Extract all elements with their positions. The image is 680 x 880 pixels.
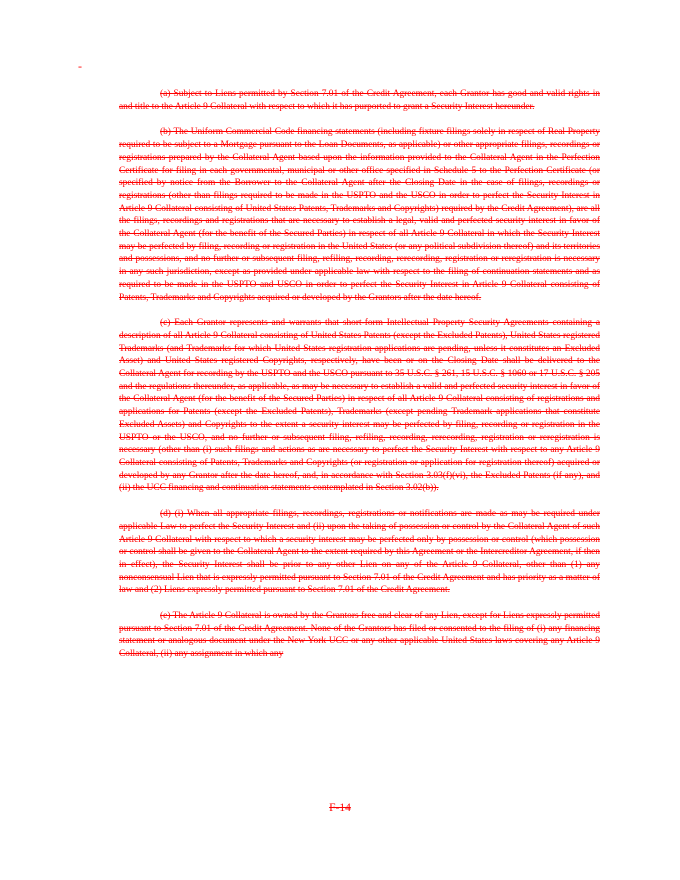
paragraph-d: (d) (i) When all appropriate filings, recordings, registrations or notifications are made as may be required under applicable Law to perfect the Security Interest and (ii) upon the taking of possession or control by the Collateral Agent of such Article 9 Collateral with respect to which a security interest may be perfected only by possession or control (which possession or control shall be given to the Collateral Agent to the extent required by this Agreement or the Intercreditor Agreement, if then in effect), the Security Interest shall be prior to any other Lien on any of the Article 9 Collateral, other than (1) any nonconsensual Lien that is expressly permitted pursuant to Section 7.01 of the Credit Agreement and has priority as a matter of law and (2) Liens expressly permitted pursuant to Section 7.01 of the Credit Agreement.: [119, 509, 600, 596]
paragraph-c: (c) Each Grantor represents and warrants that short-form Intellectual Property Security Agreements containing a description of all Article 9 Collateral consisting of United States Patents (except the Excluded Patents), United States registered Trademarks (and Trademarks for which United States registration applications are pending, unless it constitutes an Excluded Asset) and United States registered Copyrights, respectively, have been or on the Closing Date shall be delivered to the Collateral Agent for recording by the USPTO and the USCO pursuant to 35 U.S.C. § 261, 15 U.S.C. § 1060 or 17 U.S.C. § 205 and the regulations thereunder, as applicable, as may be necessary to establish a valid and perfected security interest in favor of the Collateral Agent (for the benefit of the Secured Parties) in respect of all Article 9 Collateral consisting of registrations and applications for Patents (except the Excluded Patents), Trademarks (except pending Trademark applications that constitute Excluded Assets) and Copyrights to the extent a security interest may be perfected by filing, recording or registration in the USPTO or the USCO, and no further or subsequent filing, refiling, recording, rerecording, registration or reregistration is necessary (other than (i) such filings and actions as are necessary to perfect the Security Interest with respect to any Article 9 Collateral consisting of Patents, Trademarks and Copyrights (or registration or application for registration thereof) acquired or developed by any Grantor after the date hereof, and, in accordance with Section 3.03(f)(vi), the Excluded Patents (if any), and (ii) the UCC financing and continuation statements contemplated in Section 3.02(b)).: [119, 318, 600, 494]
paragraph-a: (a) Subject to Liens permitted by Section 7.01 of the Credit Agreement, each Grantor has good and valid rights in and title to the Article 9 Collateral with respect to which it has purported to grant a Security Interest hereunder.: [119, 89, 600, 112]
paragraph-b: (b) The Uniform Commercial Code financing statements (including fixture filings solely in respect of Real Property required to be subject to a Mortgage pursuant to the Loan Documents, as applicable) or other appropriate filings, recordings or registrations prepared by the Collateral Agent based upon the information provided to the Collateral Agent in the Perfection Certificate for filing in each governmental, municipal or other office specified in Schedule 5 to the Perfection Certificate (or specified by notice from the Borrower to the Collateral Agent after the Closing Date in the case of filings, recordings or registrations (other than filings required to be made in the USPTO and the USCO in order to perfect the Security Interest in Article 9 Collateral consisting of United States Patents, Trademarks and Copyrights) required by the Credit Agreement), are all the filings, recordings and registrations that are necessary to establish a legal, valid and perfected security interest in favor of the Collateral Agent (for the benefit of the Secured Parties) in respect of all Article 9 Collateral in which the Security Interest may be perfected by filing, recording or registration in the United States (or any political subdivision thereof) and its territories and possessions, and no further or subsequent filing, refiling, recording, rerecording, registration or reregistration is necessary in any such jurisdiction, except as provided under applicable law with respect to the filing of continuation statements and as required to be made in the USPTO and USCO in order to perfect the Security Interest in Article 9 Collateral consisting of Patents, Trademarks and Copyrights acquired or developed by the Grantors after the date hereof.: [119, 127, 600, 303]
document-body: [119, 88, 600, 674]
paragraph-e: (e) The Article 9 Collateral is owned by the Grantors free and clear of any Lien, except for Liens expressly permitted pursuant to Section 7.01 of the Credit Agreement. None of the Grantors has filed or consented to the filing of (i) any financing statement or analogous document under the New York UCC or any other applicable United States laws covering any Article 9 Collateral, (ii) any assignment in which any: [119, 611, 600, 660]
page-number: F-14: [329, 802, 351, 814]
margin-marker: -: [78, 59, 82, 73]
